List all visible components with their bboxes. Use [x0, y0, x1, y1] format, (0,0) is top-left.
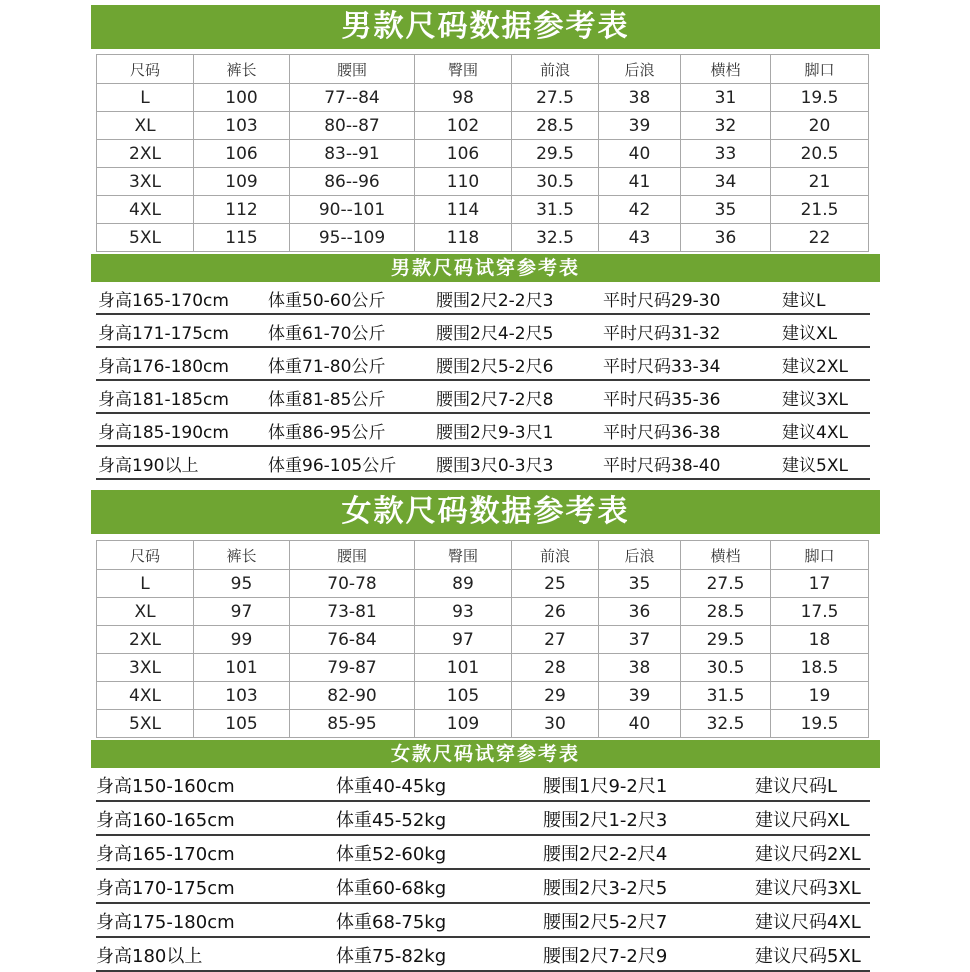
men-table-row	[97, 112, 869, 140]
women-table-cell: 30	[512, 710, 599, 738]
women-fit-item: 腰围2尺5-2尺7	[543, 912, 668, 933]
men-header-cell: 臀围	[415, 55, 512, 84]
men-fit-item: 体重50-60公斤	[268, 291, 386, 311]
women-table-cell: 25	[512, 570, 599, 598]
women-fit-item: 建议尺码L	[755, 776, 838, 797]
women-table-cell: 32.5	[681, 710, 771, 738]
women-table-row	[97, 710, 869, 738]
women-table-cell: 27	[512, 626, 599, 654]
men-table-cell: 28.5	[512, 112, 599, 140]
men-table-cell: 112	[194, 196, 290, 224]
men-header-cell: 腰围	[290, 55, 415, 84]
men-table-cell: 5XL	[97, 224, 194, 252]
women-table-cell: XL	[97, 598, 194, 626]
men-fit-row	[96, 283, 870, 315]
men-table-cell: 106	[194, 140, 290, 168]
men-table-cell: 43	[599, 224, 681, 252]
men-fit-item: 平时尺码33-34	[603, 357, 721, 377]
men-table-cell: 86--96	[290, 168, 415, 196]
women-fit-item: 体重60-68kg	[336, 878, 447, 899]
men-table-cell: 35	[681, 196, 771, 224]
men-table-cell: 106	[415, 140, 512, 168]
women-table-cell: 17.5	[771, 598, 869, 626]
men-fit-item: 体重86-95公斤	[268, 423, 386, 443]
women-fit-item: 腰围2尺2-2尺4	[543, 844, 668, 865]
men-table-cell: 39	[599, 112, 681, 140]
women-fit-list	[96, 768, 870, 972]
women-header-row	[97, 541, 869, 570]
men-header-cell: 尺码	[97, 55, 194, 84]
men-fit-item: 平时尺码35-36	[603, 390, 721, 410]
men-fit-list	[96, 283, 870, 480]
men-table-cell: 34	[681, 168, 771, 196]
women-table-cell: 39	[599, 682, 681, 710]
women-fit-item: 建议尺码3XL	[755, 878, 861, 899]
men-table-cell: 98	[415, 84, 512, 112]
women-fit-item: 体重52-60kg	[336, 844, 447, 865]
men-fit-item: 建议5XL	[782, 456, 848, 476]
men-table-cell: 22	[771, 224, 869, 252]
women-table-cell: 36	[599, 598, 681, 626]
women-header-cell: 后浪	[599, 541, 681, 570]
men-fit-item: 平时尺码29-30	[603, 291, 721, 311]
women-table-cell: 95	[194, 570, 290, 598]
men-table-cell: 42	[599, 196, 681, 224]
men-fit-item: 建议4XL	[782, 423, 848, 443]
women-table-row	[97, 654, 869, 682]
women-fit-item: 建议尺码5XL	[755, 946, 861, 967]
women-size-title: 女款尺码数据参考表	[91, 490, 880, 534]
women-table-cell: 5XL	[97, 710, 194, 738]
women-fit-item: 建议尺码2XL	[755, 844, 861, 865]
women-header-cell: 尺码	[97, 541, 194, 570]
women-fit-item: 建议尺码4XL	[755, 912, 861, 933]
women-table-cell: 17	[771, 570, 869, 598]
women-fit-row	[96, 768, 870, 802]
women-fit-row	[96, 870, 870, 904]
women-table-cell: 28	[512, 654, 599, 682]
women-header-cell: 腰围	[290, 541, 415, 570]
women-table-cell: 105	[415, 682, 512, 710]
men-table-cell: 95--109	[290, 224, 415, 252]
women-table-cell: 31.5	[681, 682, 771, 710]
men-table-cell: 30.5	[512, 168, 599, 196]
women-fit-item: 身高170-175cm	[96, 878, 235, 899]
men-header-cell: 脚口	[771, 55, 869, 84]
men-table-cell: 36	[681, 224, 771, 252]
women-fit-item: 身高150-160cm	[96, 776, 235, 797]
women-fit-row	[96, 938, 870, 972]
women-fit-row	[96, 836, 870, 870]
men-fit-item: 身高176-180cm	[98, 357, 229, 377]
men-table-cell: 103	[194, 112, 290, 140]
men-table-cell: 31	[681, 84, 771, 112]
men-table-cell: 21.5	[771, 196, 869, 224]
men-table-cell: 90--101	[290, 196, 415, 224]
men-fit-item: 建议2XL	[782, 357, 848, 377]
women-fit-item: 身高175-180cm	[96, 912, 235, 933]
men-table-cell: 29.5	[512, 140, 599, 168]
men-fit-item: 平时尺码38-40	[603, 456, 721, 476]
women-table-cell: 82-90	[290, 682, 415, 710]
men-table-cell: 114	[415, 196, 512, 224]
women-table-cell: 29.5	[681, 626, 771, 654]
women-table-cell: 3XL	[97, 654, 194, 682]
men-fit-item: 腰围2尺2-2尺3	[436, 291, 554, 311]
women-table-cell: 109	[415, 710, 512, 738]
men-table-cell: 40	[599, 140, 681, 168]
men-table-cell: 110	[415, 168, 512, 196]
women-table-cell: 73-81	[290, 598, 415, 626]
women-fit-item: 腰围2尺7-2尺9	[543, 946, 668, 967]
men-table-cell: 38	[599, 84, 681, 112]
women-size-table	[96, 540, 869, 738]
women-table-cell: 103	[194, 682, 290, 710]
women-header-cell: 前浪	[512, 541, 599, 570]
men-table-row	[97, 196, 869, 224]
women-header-cell: 横档	[681, 541, 771, 570]
women-table-cell: L	[97, 570, 194, 598]
women-table-cell: 89	[415, 570, 512, 598]
men-table-row	[97, 84, 869, 112]
women-table-cell: 35	[599, 570, 681, 598]
men-header-row	[97, 55, 869, 84]
women-fit-item: 腰围2尺1-2尺3	[543, 810, 668, 831]
women-table-cell: 99	[194, 626, 290, 654]
women-table-cell: 76-84	[290, 626, 415, 654]
women-table-row	[97, 598, 869, 626]
men-fit-item: 体重61-70公斤	[268, 324, 386, 344]
men-fit-item: 体重96-105公斤	[268, 456, 397, 476]
men-fit-item: 身高165-170cm	[98, 291, 229, 311]
women-header-cell: 脚口	[771, 541, 869, 570]
women-table-cell: 70-78	[290, 570, 415, 598]
men-table-cell: XL	[97, 112, 194, 140]
women-fit-item: 身高180以上	[96, 946, 203, 967]
women-fit-item: 腰围1尺9-2尺1	[543, 776, 668, 797]
women-fit-item: 建议尺码XL	[755, 810, 850, 831]
men-fit-item: 平时尺码31-32	[603, 324, 721, 344]
women-table-cell: 105	[194, 710, 290, 738]
men-table-row	[97, 168, 869, 196]
men-table-cell: 20	[771, 112, 869, 140]
men-table-cell: L	[97, 84, 194, 112]
men-table-cell: 3XL	[97, 168, 194, 196]
women-table-cell: 97	[415, 626, 512, 654]
women-header-cell: 臀围	[415, 541, 512, 570]
women-table-cell: 79-87	[290, 654, 415, 682]
women-table-cell: 37	[599, 626, 681, 654]
men-header-cell: 横档	[681, 55, 771, 84]
women-fit-item: 腰围2尺3-2尺5	[543, 878, 668, 899]
men-fit-item: 腰围2尺5-2尺6	[436, 357, 554, 377]
men-table-cell: 31.5	[512, 196, 599, 224]
men-table-cell: 80--87	[290, 112, 415, 140]
women-table-row	[97, 570, 869, 598]
men-table-cell: 83--91	[290, 140, 415, 168]
men-table-cell: 19.5	[771, 84, 869, 112]
men-fit-item: 腰围2尺7-2尺8	[436, 390, 554, 410]
women-fit-title: 女款尺码试穿参考表	[91, 740, 880, 768]
women-fit-item: 身高160-165cm	[96, 810, 235, 831]
men-size-title: 男款尺码数据参考表	[91, 5, 880, 49]
men-table-cell: 32.5	[512, 224, 599, 252]
women-fit-row	[96, 904, 870, 938]
men-fit-item: 腰围3尺0-3尺3	[436, 456, 554, 476]
men-table-cell: 115	[194, 224, 290, 252]
men-table-row	[97, 224, 869, 252]
women-table-cell: 40	[599, 710, 681, 738]
men-fit-item: 腰围2尺4-2尺5	[436, 324, 554, 344]
men-fit-item: 身高181-185cm	[98, 390, 229, 410]
men-fit-item: 建议3XL	[782, 390, 848, 410]
men-table-cell: 118	[415, 224, 512, 252]
women-header-cell: 裤长	[194, 541, 290, 570]
women-table-cell: 29	[512, 682, 599, 710]
men-fit-row	[96, 381, 870, 414]
women-table-cell: 101	[415, 654, 512, 682]
women-fit-item: 体重45-52kg	[336, 810, 447, 831]
men-table-cell: 20.5	[771, 140, 869, 168]
men-header-cell: 后浪	[599, 55, 681, 84]
men-table-cell: 32	[681, 112, 771, 140]
women-table-row	[97, 626, 869, 654]
women-table-cell: 18	[771, 626, 869, 654]
women-table-cell: 28.5	[681, 598, 771, 626]
men-fit-item: 建议L	[782, 291, 826, 311]
men-table-cell: 41	[599, 168, 681, 196]
men-fit-item: 体重71-80公斤	[268, 357, 386, 377]
men-table-cell: 102	[415, 112, 512, 140]
men-header-cell: 前浪	[512, 55, 599, 84]
men-table-cell: 33	[681, 140, 771, 168]
men-fit-row	[96, 315, 870, 348]
women-fit-item: 身高165-170cm	[96, 844, 235, 865]
women-table-cell: 18.5	[771, 654, 869, 682]
women-table-cell: 38	[599, 654, 681, 682]
men-fit-title: 男款尺码试穿参考表	[91, 254, 880, 282]
women-table-cell: 2XL	[97, 626, 194, 654]
men-table-cell: 109	[194, 168, 290, 196]
men-table-row	[97, 140, 869, 168]
women-fit-row	[96, 802, 870, 836]
women-fit-item: 体重75-82kg	[336, 946, 447, 967]
men-table-cell: 27.5	[512, 84, 599, 112]
women-table-cell: 4XL	[97, 682, 194, 710]
men-fit-item: 体重81-85公斤	[268, 390, 386, 410]
women-table-cell: 19	[771, 682, 869, 710]
men-fit-row	[96, 447, 870, 480]
men-fit-item: 腰围2尺9-3尺1	[436, 423, 554, 443]
men-fit-item: 身高171-175cm	[98, 324, 229, 344]
men-fit-item: 身高185-190cm	[98, 423, 229, 443]
men-table-cell: 77--84	[290, 84, 415, 112]
women-table-cell: 93	[415, 598, 512, 626]
men-table-cell: 2XL	[97, 140, 194, 168]
men-table-cell: 21	[771, 168, 869, 196]
men-fit-item: 建议XL	[782, 324, 838, 344]
women-table-cell: 19.5	[771, 710, 869, 738]
women-table-row	[97, 682, 869, 710]
men-fit-row	[96, 348, 870, 381]
women-table-cell: 27.5	[681, 570, 771, 598]
women-fit-item: 体重68-75kg	[336, 912, 447, 933]
men-table-cell: 4XL	[97, 196, 194, 224]
men-fit-item: 身高190以上	[98, 456, 199, 476]
men-header-cell: 裤长	[194, 55, 290, 84]
women-fit-item: 体重40-45kg	[336, 776, 447, 797]
women-table-cell: 85-95	[290, 710, 415, 738]
women-table-cell: 26	[512, 598, 599, 626]
men-table-cell: 100	[194, 84, 290, 112]
men-size-table	[96, 54, 869, 252]
men-fit-row	[96, 414, 870, 447]
women-table-cell: 97	[194, 598, 290, 626]
women-table-cell: 30.5	[681, 654, 771, 682]
men-fit-item: 平时尺码36-38	[603, 423, 721, 443]
women-table-cell: 101	[194, 654, 290, 682]
